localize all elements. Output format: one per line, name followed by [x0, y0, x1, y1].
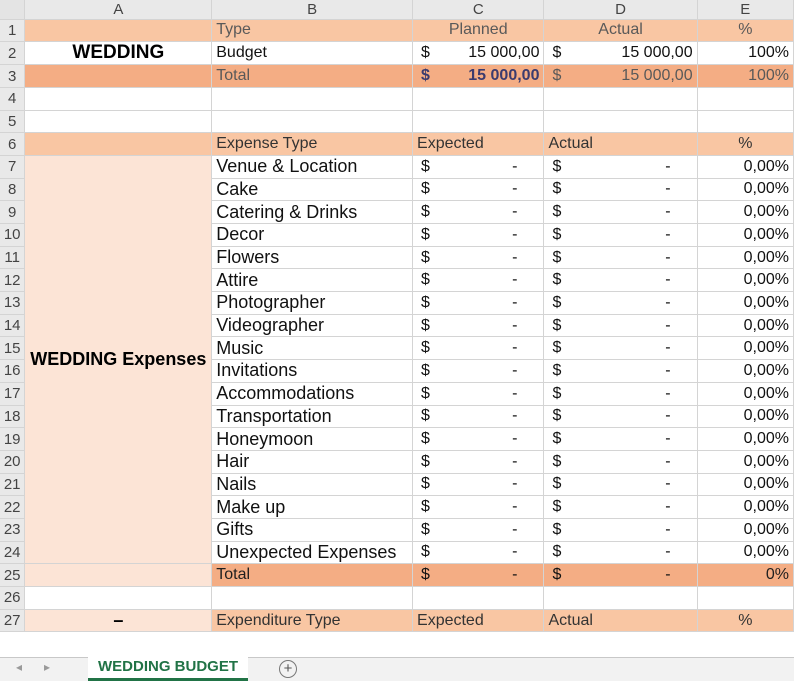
currency-symbol: $ [421, 452, 430, 470]
expected-cell[interactable] [413, 541, 544, 564]
dash: - [512, 430, 518, 448]
wedding-title[interactable]: WEDDING [25, 42, 212, 65]
dash: - [665, 316, 671, 334]
expense-name[interactable]: Gifts [212, 518, 413, 541]
cell[interactable] [697, 87, 793, 110]
select-all-corner[interactable] [0, 0, 25, 19]
expense-pct[interactable]: 0,00% [697, 292, 793, 315]
expense-name[interactable]: Hair [212, 450, 413, 473]
summary-header-planned[interactable]: Planned [413, 19, 544, 42]
expense-total-pct[interactable]: 0% [697, 564, 793, 587]
dash: - [512, 452, 518, 470]
dash: - [665, 293, 671, 311]
dash: - [665, 248, 671, 266]
cell[interactable] [212, 87, 413, 110]
currency-symbol: $ [552, 566, 562, 584]
expected-cell[interactable] [413, 496, 544, 519]
row-header[interactable]: 19 [0, 428, 25, 451]
expense-name[interactable]: Videographer [212, 314, 413, 337]
dash: - [665, 361, 671, 379]
sheet-tab-bar [0, 657, 794, 681]
dash: - [665, 384, 671, 402]
currency-symbol: $ [552, 520, 562, 538]
sheet-tab-wedding-budget[interactable]: WEDDING BUDGET [88, 657, 248, 681]
budget-actual-cell[interactable] [544, 42, 697, 65]
dash: - [512, 520, 518, 538]
currency-symbol: $ [421, 225, 430, 243]
expense-name[interactable]: Decor [212, 224, 413, 247]
cell[interactable] [25, 110, 212, 133]
row-header[interactable]: 3 [0, 65, 25, 88]
currency-symbol: $ [552, 248, 562, 266]
budget-label[interactable]: Budget [212, 42, 413, 65]
expected-cell[interactable] [413, 382, 544, 405]
row-header[interactable]: 18 [0, 405, 25, 428]
dash: - [665, 157, 671, 175]
dash: - [665, 271, 671, 289]
actual-cell[interactable] [544, 246, 697, 269]
actual-cell[interactable] [544, 473, 697, 496]
row-header[interactable]: 16 [0, 360, 25, 383]
cell[interactable] [25, 587, 212, 610]
currency-symbol: $ [552, 361, 562, 379]
currency-symbol: $ [552, 452, 562, 470]
currency-symbol: $ [552, 430, 562, 448]
currency-symbol: $ [552, 316, 562, 334]
cell[interactable] [544, 87, 697, 110]
expense-name[interactable]: Photographer [212, 292, 413, 315]
dash: - [512, 361, 518, 379]
expense-name[interactable]: Unexpected Expenses [212, 541, 413, 564]
expense-pct[interactable]: 0,00% [697, 178, 793, 201]
currency-symbol: $ [421, 566, 430, 584]
dash: - [512, 271, 518, 289]
dash: - [665, 339, 671, 357]
dash: - [665, 475, 671, 493]
expected-cell[interactable] [413, 314, 544, 337]
row-header[interactable]: 1 [0, 19, 25, 42]
expected-cell[interactable] [413, 337, 544, 360]
actual-cell[interactable] [544, 269, 697, 292]
expense-name[interactable]: Honeymoon [212, 428, 413, 451]
cell[interactable] [413, 587, 544, 610]
currency-symbol: $ [421, 498, 430, 516]
expected-cell[interactable] [413, 269, 544, 292]
cell[interactable] [413, 110, 544, 133]
row-header[interactable]: 22 [0, 496, 25, 519]
cell[interactable] [25, 133, 212, 156]
expected-cell[interactable] [413, 246, 544, 269]
expense-name[interactable]: Venue & Location [212, 155, 413, 178]
currency-symbol: $ [421, 543, 430, 561]
expense-name[interactable]: Make up [212, 496, 413, 519]
cell[interactable] [544, 587, 697, 610]
expense-name[interactable]: Nails [212, 473, 413, 496]
cell[interactable] [212, 110, 413, 133]
summary-total-actual-cell[interactable] [544, 65, 697, 88]
column-header-b[interactable]: B [212, 0, 413, 19]
expense-pct[interactable]: 0,00% [697, 496, 793, 519]
dash: - [512, 498, 518, 516]
summary-total-actual: 15 000,00 [621, 67, 693, 85]
expected-cell[interactable] [413, 360, 544, 383]
budget-planned-cell[interactable] [413, 42, 544, 65]
dash: - [512, 543, 518, 561]
currency-symbol: $ [421, 44, 430, 62]
expense-pct[interactable]: 0,00% [697, 450, 793, 473]
expense-name[interactable]: Invitations [212, 360, 413, 383]
actual-cell[interactable] [544, 428, 697, 451]
currency-symbol: $ [421, 475, 430, 493]
row-header[interactable]: 5 [0, 110, 25, 133]
summary-total-planned: 15 000,00 [468, 67, 540, 85]
expenditure-header-pct[interactable]: % [697, 609, 793, 632]
dash: - [512, 384, 518, 402]
add-sheet-icon[interactable]: + [279, 660, 297, 678]
cell[interactable] [413, 87, 544, 110]
expense-pct[interactable]: 0,00% [697, 224, 793, 247]
actual-cell[interactable] [544, 201, 697, 224]
actual-cell[interactable] [544, 155, 697, 178]
currency-symbol: $ [552, 271, 562, 289]
dash: - [665, 543, 671, 561]
row-header[interactable]: 14 [0, 314, 25, 337]
currency-symbol: $ [552, 225, 562, 243]
expense-pct[interactable]: 0,00% [697, 314, 793, 337]
dash: - [665, 180, 671, 198]
dash: - [665, 225, 671, 243]
dash: - [512, 180, 518, 198]
dash: - [512, 407, 518, 425]
column-header-a[interactable]: A [25, 0, 212, 19]
expense-name[interactable]: Accommodations [212, 382, 413, 405]
expense-pct[interactable]: 0,00% [697, 382, 793, 405]
expense-pct[interactable]: 0,00% [697, 337, 793, 360]
expenditure-title[interactable]: – [25, 609, 212, 632]
currency-symbol: $ [552, 339, 562, 357]
row-header[interactable]: 24 [0, 541, 25, 564]
currency-symbol: $ [421, 339, 430, 357]
expense-pct[interactable]: 0,00% [697, 155, 793, 178]
cell[interactable] [697, 110, 793, 133]
column-header-c[interactable]: C [413, 0, 544, 19]
currency-symbol: $ [421, 293, 430, 311]
currency-symbol: $ [421, 520, 430, 538]
actual-cell[interactable] [544, 337, 697, 360]
actual-cell[interactable] [544, 496, 697, 519]
currency-symbol: $ [421, 67, 430, 85]
expense-row [0, 155, 794, 178]
budget-pct[interactable]: 100% [697, 42, 793, 65]
dash: - [512, 203, 518, 221]
cell[interactable] [25, 65, 212, 88]
dash: - [512, 475, 518, 493]
expenses-title[interactable]: WEDDING Expenses [25, 155, 212, 563]
dash: - [665, 203, 671, 221]
currency-symbol: $ [421, 407, 430, 425]
currency-symbol: $ [421, 157, 430, 175]
row-header[interactable]: 25 [0, 564, 25, 587]
expense-total-expected-cell[interactable] [413, 564, 544, 587]
expected-cell[interactable] [413, 405, 544, 428]
dash: - [512, 566, 518, 584]
dash: - [512, 293, 518, 311]
budget-actual: 15 000,00 [621, 44, 693, 62]
summary-header-actual[interactable]: Actual [544, 19, 697, 42]
row-header[interactable]: 11 [0, 246, 25, 269]
expense-pct[interactable]: 0,00% [697, 405, 793, 428]
expenditure-header-type[interactable]: Expenditure Type [212, 609, 413, 632]
dash: - [512, 157, 518, 175]
actual-cell[interactable] [544, 382, 697, 405]
row-header[interactable]: 15 [0, 337, 25, 360]
row-header[interactable]: 23 [0, 518, 25, 541]
expense-pct[interactable]: 0,00% [697, 269, 793, 292]
row-header[interactable]: 4 [0, 87, 25, 110]
row-header[interactable]: 8 [0, 178, 25, 201]
expense-total-label[interactable]: Total [212, 564, 413, 587]
currency-symbol: $ [552, 157, 562, 175]
row-header[interactable]: 26 [0, 587, 25, 610]
cell[interactable] [25, 19, 212, 42]
actual-cell[interactable] [544, 360, 697, 383]
scroll-tabs-left-icon[interactable]: ◂ [16, 660, 23, 674]
row-header[interactable]: 17 [0, 382, 25, 405]
currency-symbol: $ [552, 384, 562, 402]
expense-header-actual[interactable]: Actual [544, 133, 697, 156]
expected-cell[interactable] [413, 428, 544, 451]
expense-name[interactable]: Cake [212, 178, 413, 201]
row-header[interactable]: 6 [0, 133, 25, 156]
cell[interactable] [212, 587, 413, 610]
row-header[interactable]: 12 [0, 269, 25, 292]
expense-pct[interactable]: 0,00% [697, 428, 793, 451]
expense-pct[interactable]: 0,00% [697, 518, 793, 541]
dash: - [665, 430, 671, 448]
dash: - [665, 566, 671, 584]
actual-cell[interactable] [544, 314, 697, 337]
currency-symbol: $ [421, 361, 430, 379]
row-header[interactable]: 9 [0, 201, 25, 224]
expense-header-pct[interactable]: % [697, 133, 793, 156]
dash: - [512, 339, 518, 357]
expected-cell[interactable] [413, 155, 544, 178]
summary-total-label[interactable]: Total [212, 65, 413, 88]
currency-symbol: $ [421, 316, 430, 334]
row-header[interactable]: 13 [0, 292, 25, 315]
currency-symbol: $ [552, 543, 562, 561]
expected-cell[interactable] [413, 178, 544, 201]
expenditure-header-expected[interactable]: Expected [413, 609, 544, 632]
dash: - [512, 248, 518, 266]
actual-cell[interactable] [544, 405, 697, 428]
expected-cell[interactable] [413, 224, 544, 247]
currency-symbol: $ [421, 248, 430, 266]
expense-header-expected[interactable]: Expected [413, 133, 544, 156]
expense-pct[interactable]: 0,00% [697, 360, 793, 383]
expense-name[interactable]: Catering & Drinks [212, 201, 413, 224]
cell[interactable] [25, 87, 212, 110]
actual-cell[interactable] [544, 518, 697, 541]
dash: - [512, 225, 518, 243]
cell[interactable] [697, 587, 793, 610]
expense-header-type[interactable]: Expense Type [212, 133, 413, 156]
expected-cell[interactable] [413, 518, 544, 541]
column-header-e[interactable]: E [697, 0, 793, 19]
expected-cell[interactable] [413, 450, 544, 473]
expense-total-actual-cell[interactable] [544, 564, 697, 587]
cell[interactable] [544, 110, 697, 133]
dash: - [665, 520, 671, 538]
actual-cell[interactable] [544, 450, 697, 473]
expense-name[interactable]: Attire [212, 269, 413, 292]
currency-symbol: $ [421, 203, 430, 221]
summary-header-pct[interactable]: % [697, 19, 793, 42]
actual-cell[interactable] [544, 224, 697, 247]
expense-name[interactable]: Flowers [212, 246, 413, 269]
currency-symbol: $ [421, 180, 430, 198]
actual-cell[interactable] [544, 178, 697, 201]
dash: - [665, 498, 671, 516]
column-header-d[interactable]: D [544, 0, 697, 19]
summary-header-type[interactable]: Type [212, 19, 413, 42]
expense-pct[interactable]: 0,00% [697, 201, 793, 224]
dash: - [665, 407, 671, 425]
currency-symbol: $ [552, 44, 562, 62]
row-header[interactable]: 20 [0, 450, 25, 473]
currency-symbol: $ [552, 203, 562, 221]
budget-planned: 15 000,00 [468, 44, 540, 62]
scroll-tabs-right-icon[interactable]: ▸ [44, 660, 51, 674]
actual-cell[interactable] [544, 541, 697, 564]
expense-pct[interactable]: 0,00% [697, 246, 793, 269]
expense-pct[interactable]: 0,00% [697, 473, 793, 496]
expected-cell[interactable] [413, 473, 544, 496]
currency-symbol: $ [552, 407, 562, 425]
dash: - [512, 316, 518, 334]
expense-name[interactable]: Transportation [212, 405, 413, 428]
expense-name[interactable]: Music [212, 337, 413, 360]
currency-symbol: $ [552, 475, 562, 493]
row-header[interactable]: 7 [0, 155, 25, 178]
currency-symbol: $ [421, 271, 430, 289]
dash: - [665, 452, 671, 470]
currency-symbol: $ [421, 430, 430, 448]
expected-cell[interactable] [413, 292, 544, 315]
currency-symbol: $ [552, 498, 562, 516]
summary-total-planned-cell[interactable] [413, 65, 544, 88]
actual-cell[interactable] [544, 292, 697, 315]
expense-pct[interactable]: 0,00% [697, 541, 793, 564]
row-header[interactable]: 10 [0, 224, 25, 247]
cell[interactable] [25, 564, 212, 587]
row-header[interactable]: 27 [0, 609, 25, 632]
currency-symbol: $ [552, 180, 562, 198]
currency-symbol: $ [552, 67, 562, 85]
row-header[interactable]: 21 [0, 473, 25, 496]
summary-total-pct[interactable]: 100% [697, 65, 793, 88]
expected-cell[interactable] [413, 201, 544, 224]
currency-symbol: $ [421, 384, 430, 402]
row-header[interactable]: 2 [0, 42, 25, 65]
currency-symbol: $ [552, 293, 562, 311]
expenditure-header-actual[interactable]: Actual [544, 609, 697, 632]
